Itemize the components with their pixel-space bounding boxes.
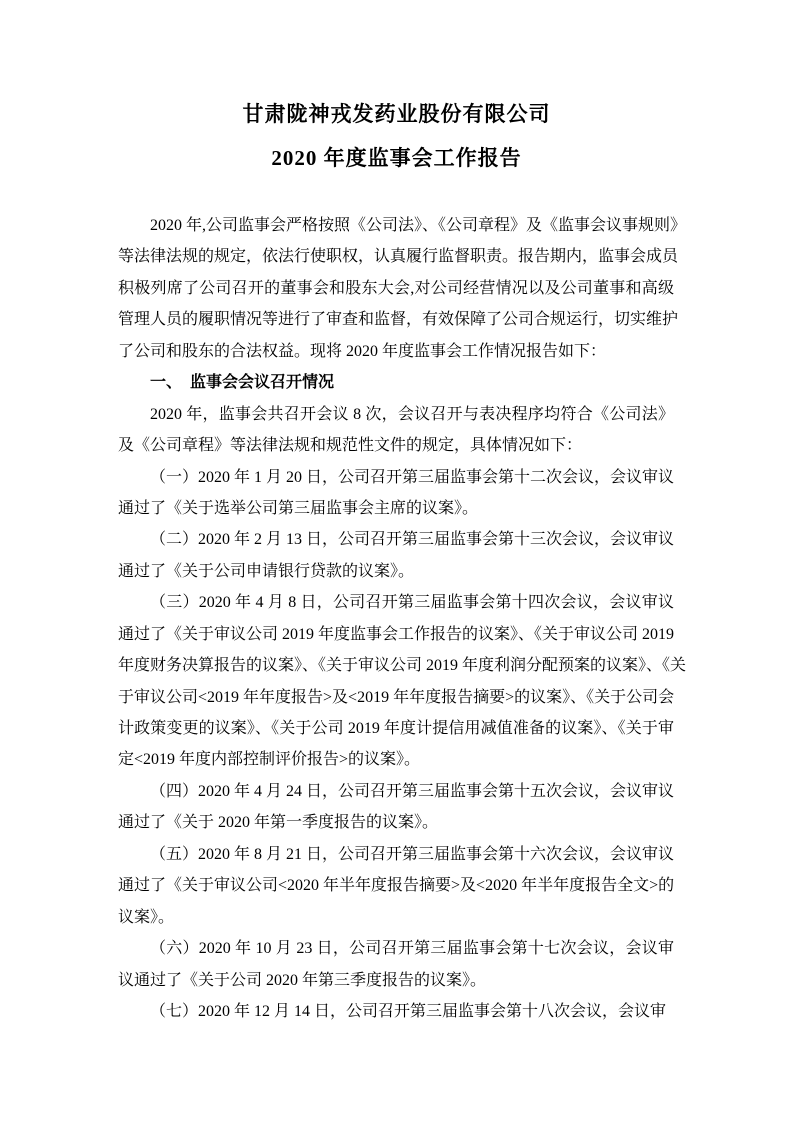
paragraph-line: 通过了《关于审议公司 2019 年度监事会工作报告的议案》、《关于审议公司 2019 xyxy=(118,625,675,643)
paragraph-line: 及《公司章程》等法律法规和规范性文件的规定，具体情况如下： xyxy=(118,437,583,455)
paragraph-line: （七）2020 年 12 月 14 日，公司召开第三届监事会第十八次会议，会议审 xyxy=(150,1002,667,1020)
paragraph-line: 议通过了《关于公司 2020 年第三季度报告的议案》。 xyxy=(118,971,487,989)
section-heading: 一、 监事会会议召开情况 xyxy=(150,374,335,392)
paragraph-line: 积极列席了公司召开的董事会和股东大会,对公司经营情况以及公司董事和高级 xyxy=(118,279,674,297)
paragraph-line: 定<2019 年度内部控制评价报告>的议案》。 xyxy=(118,751,421,769)
paragraph-line: 2020 年，监事会共召开会议 8 次，会议召开与表决程序均符合《公司法》 xyxy=(150,405,674,423)
document-title: 甘肃陇神戎发药业股份有限公司 xyxy=(242,102,551,126)
paragraph-line: 等法律法规的规定，依法行使职权，认真履行监督职责。报告期内，监事会成员 xyxy=(118,248,679,266)
paragraph-line: 于审议公司<2019 年年度报告>及<2019 年年度报告摘要>的议案》、《关于公司会 xyxy=(118,688,675,706)
paragraph-line: 了公司和股东的合法权益。现将 2020 年度监事会工作情况报告如下： xyxy=(118,342,607,360)
paragraph-line: 年度财务决算报告的议案》、《关于审议公司 2019 年度利润分配预案的议案》、《关 xyxy=(118,657,687,675)
paragraph-line: （二）2020 年 2 月 13 日，公司召开第三届监事会第十三次会议，会议审议 xyxy=(150,531,675,549)
paragraph-line: 议案》。 xyxy=(118,908,175,926)
paragraph-line: （六）2020 年 10 月 23 日，公司召开第三届监事会第十七次会议，会议审 xyxy=(150,940,674,958)
document-subtitle: 2020 年度监事会工作报告 xyxy=(271,146,522,170)
paragraph-line: 通过了《关于公司申请银行贷款的议案》。 xyxy=(118,562,415,580)
paragraph-line: 通过了《关于 2020 年第一季度报告的议案》。 xyxy=(118,814,439,832)
paragraph-line: 通过了《关于审议公司<2020 年半年度报告摘要>及<2020 年半年度报告全文>的 xyxy=(118,877,675,895)
paragraph-line: （四）2020 年 4 月 24 日，公司召开第三届监事会第十五次会议，会议审议 xyxy=(150,782,675,800)
paragraph-line: （三）2020 年 4 月 8 日，公司召开第三届监事会第十四次会议，会议审议 xyxy=(150,594,674,612)
paragraph-line: 通过了《关于选举公司第三届监事会主席的议案》。 xyxy=(118,499,479,517)
paragraph-line: 2020 年,公司监事会严格按照《公司法》、《公司章程》及《监事会议事规则》 xyxy=(150,217,687,234)
paragraph-line: 计政策变更的议案》、《关于公司 2019 年度计提信用减值准备的议案》、《关于审 xyxy=(118,720,674,737)
paragraph-line: （一）2020 年 1 月 20 日，公司召开第三届监事会第十二次会议，会议审议 xyxy=(150,468,675,486)
document-body xyxy=(118,210,687,1027)
paragraph-line: 管理人员的履职情况等进行了审查和监督，有效保障了公司合规运行，切实维护 xyxy=(118,311,679,329)
paragraph-line: （五）2020 年 8 月 21 日，公司召开第三届监事会第十六次会议，会议审议 xyxy=(150,845,675,863)
